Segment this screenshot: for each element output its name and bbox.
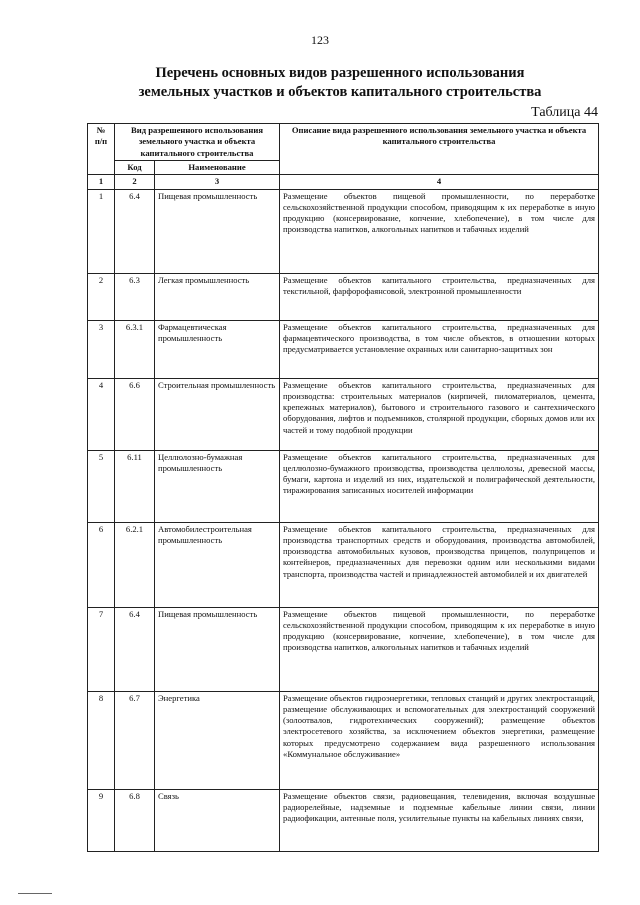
- title-line-1: Перечень основных видов разрешенного использования: [155, 65, 525, 81]
- row-number: 3: [88, 320, 115, 378]
- row-number: 8: [88, 691, 115, 789]
- row-description: Размещение объектов капитального строительства, предназначенных для производства: строительных материалов (кирпичей, пиломатериалов, цемента, крепежных материалов), бытового и строительного газового и сантехнического оборудования, лифтов и подъемников, столярной продукции, сборных домов или их частей и тому подобной продукции: [280, 378, 599, 450]
- table-row: [88, 378, 599, 450]
- row-description: Размещение объектов гидроэнергетики, тепловых станций и других электростанций, размещение обслуживающих и вспомогательных для электростанций сооружений (золоотвалов, гидротехнических сооружений); размещение объектов электросетевого хозяйства, за исключением объектов энергетики, размещение которых предусмотрено содержанием вида разрешенного использования «Коммунальное обслуживание»: [280, 691, 599, 789]
- table-row: [88, 691, 599, 789]
- row-code: 6.3: [115, 273, 155, 320]
- col-number: 2: [115, 175, 155, 189]
- page-number: 123: [311, 33, 329, 47]
- row-name: Фармацевтическая промышленность: [155, 320, 280, 378]
- row-description: Размещение объектов связи, радиовещания, телевидения, включая воздушные радиорелейные, надземные и подземные кабельные линии связи, линии радиофикации, антенные поля, усилительные пункты на кабельных линиях связи,: [280, 789, 599, 851]
- table-row: [88, 607, 599, 691]
- row-description: Размещение объектов капитального строительства, предназначенных для текстильной, фарфорофаянсовой, электронной промышленности: [280, 273, 599, 320]
- row-number: 6: [88, 522, 115, 607]
- row-code: 6.11: [115, 450, 155, 522]
- row-name: Энергетика: [155, 691, 280, 789]
- row-code: 6.7: [115, 691, 155, 789]
- row-description: Размещение объектов капитального строительства, предназначенных для производства транспортных средств и оборудования, производства автомобилей, производства автомобильных кузовов, производства прицепов, полуприцепов и контейнеров, предназначенных для перевозки одним или несколькими видами транспорта, производства частей и принадлежностей автомобилей и их двигателей: [280, 522, 599, 607]
- row-code: 6.3.1: [115, 320, 155, 378]
- land-use-table: [87, 123, 599, 852]
- title-line-2: земельных участков и объектов капитального строительства: [138, 84, 542, 100]
- row-code: 6.4: [115, 189, 155, 273]
- row-code: 6.6: [115, 378, 155, 450]
- table-row: [88, 789, 599, 851]
- row-number: 9: [88, 789, 115, 851]
- col-number: 4: [280, 175, 599, 189]
- table-header-row: [88, 124, 599, 161]
- row-code: 6.2.1: [115, 522, 155, 607]
- col-number: 3: [155, 175, 280, 189]
- row-number: 4: [88, 378, 115, 450]
- row-number: 1: [88, 189, 115, 273]
- table-row: [88, 320, 599, 378]
- row-name: Пищевая промышленность: [155, 607, 280, 691]
- row-name: Автомобилестроительная промышленность: [155, 522, 280, 607]
- header-name: Наименование: [155, 161, 280, 175]
- row-name: Строительная промышленность: [155, 378, 280, 450]
- column-number-row: [88, 175, 599, 189]
- table-row: [88, 273, 599, 320]
- header-code: Код: [115, 161, 155, 175]
- row-name: Связь: [155, 789, 280, 851]
- row-number: 2: [88, 273, 115, 320]
- row-description: Размещение объектов пищевой промышленности, по переработке сельскохозяйственной продукции способом, приводящим к их переработке в иную продукцию (консервирование, копчение, хлебопечение), в том числе для производства напитков, алкогольных напитков и табачных изделий: [280, 189, 599, 273]
- footer-divider: [18, 893, 52, 894]
- table-row: [88, 450, 599, 522]
- table-number: Таблица 44: [531, 105, 598, 120]
- header-num: № п/п: [88, 124, 115, 175]
- row-description: Размещение объектов пищевой промышленности, по переработке сельскохозяйственной продукции способом, приводящим к их переработке в иную продукцию (консервирование, копчение, хлебопечение), в том числе для производства напитков, алкогольных напитков и табачных изделий: [280, 607, 599, 691]
- row-name: Легкая промышленность: [155, 273, 280, 320]
- row-code: 6.4: [115, 607, 155, 691]
- header-description: Описание вида разрешенного использования земельного участка и объекта капитального строительства: [280, 124, 599, 175]
- row-description: Размещение объектов капитального строительства, предназначенных для целлюлозно-бумажного производства, производства целлюлозы, древесной массы, бумаги, картона и изделий из них, издательской и полиграфической деятельности, тиражирования записанных носителей информации: [280, 450, 599, 522]
- document-title: [100, 64, 580, 102]
- table-row: [88, 189, 599, 273]
- header-type-group: Вид разрешенного использования земельного участка и объекта капитального строительства: [115, 124, 280, 161]
- table-row: [88, 522, 599, 607]
- row-description: Размещение объектов капитального строительства, предназначенных для фармацевтического производства, в том числе объектов, в отношении которых предусматривается установление охранных или санитарно-защитных зон: [280, 320, 599, 378]
- row-name: Пищевая промышленность: [155, 189, 280, 273]
- col-number: 1: [88, 175, 115, 189]
- row-code: 6.8: [115, 789, 155, 851]
- row-name: Целлюлозно-бумажная промышленность: [155, 450, 280, 522]
- row-number: 7: [88, 607, 115, 691]
- row-number: 5: [88, 450, 115, 522]
